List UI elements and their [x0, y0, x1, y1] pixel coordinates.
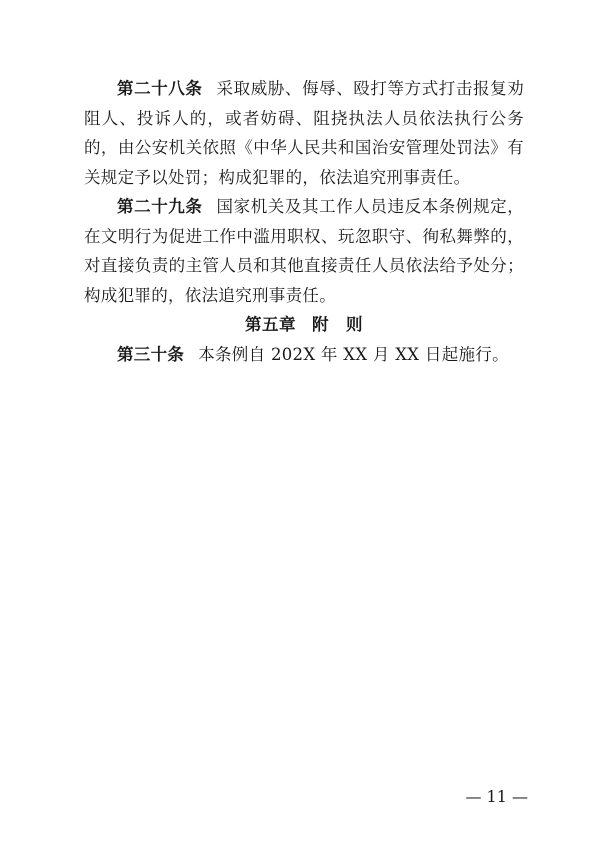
article-28 [84, 74, 524, 192]
article-29-text: 国家机关及其工作人员违反本条例规定，在文明行为促进工作中滥用职权、玩忽职守、徇私舞弊的，对直接负责的主管人员和其他直接责任人员依法给予处分；构成犯罪的，依法追究刑事责任。 [84, 197, 524, 305]
article-29 [84, 192, 524, 310]
article-28-number: 第二十八条 [117, 79, 203, 98]
article-30-number: 第三十条 [117, 344, 185, 364]
page-number: — 11 — [465, 787, 528, 806]
article-28-text: 采取威胁、侮辱、殴打等方式打击报复劝阻人、投诉人的，或者妨碍、阻挠执法人员依法执行公务的，由公安机关依照《中华人民共和国治安管理处罚法》有关规定予以处罚；构成犯罪的，依法追究刑事责任。 [84, 79, 524, 187]
chapter-number: 第五章 [245, 315, 296, 334]
chapter-heading [84, 310, 524, 340]
article-29-number: 第二十九条 [117, 197, 203, 216]
article-30-text: 本条例自 202X 年 XX 月 XX 日起施行。 [198, 344, 509, 364]
document-body [84, 74, 524, 369]
article-30 [84, 340, 524, 370]
chapter-title: 附 则 [312, 315, 363, 334]
